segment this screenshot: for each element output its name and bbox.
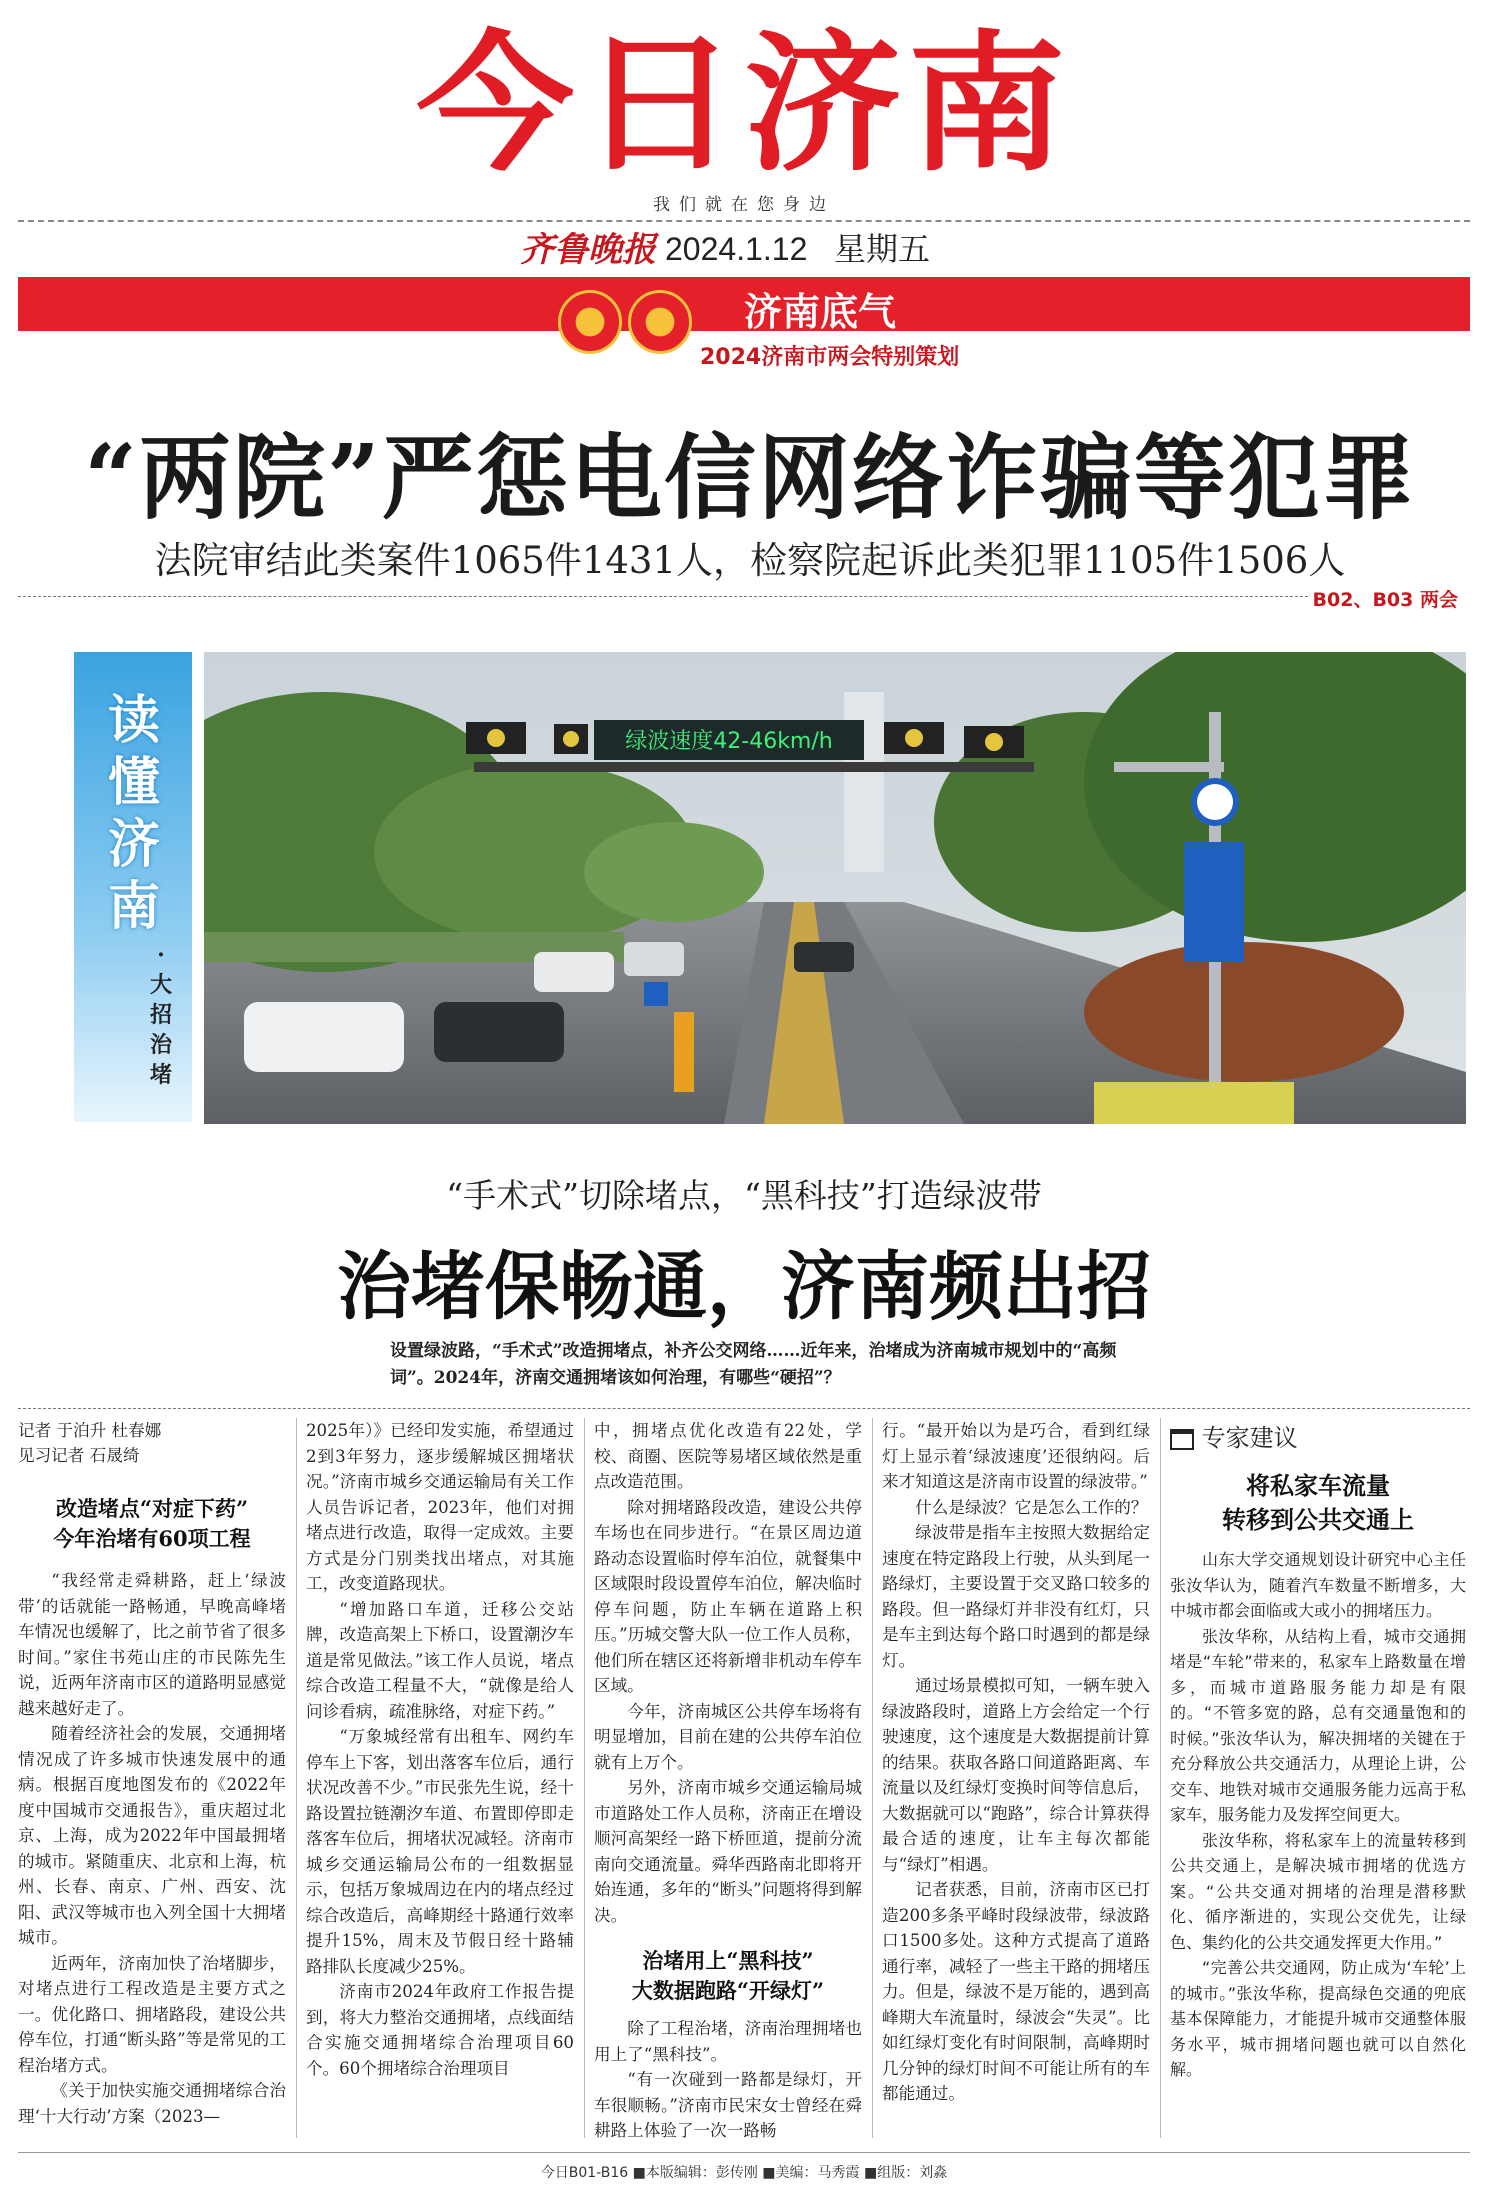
article-column-4 [882, 1418, 1150, 2107]
street-scene-image [204, 652, 1466, 1124]
divider [18, 596, 1308, 597]
paragraph: 通过场景模拟可知，一辆车驶入绿波路段时，道路上方会给定一个行驶速度，这个速度是大数据提前计算的结果。获取各路口间道路距离、车流量以及红绿灯变换时间等信息后，大数据就可以“跑路”，综合计算获得最合适的速度，让车主每次都能与“绿灯”相遇。 [882, 1676, 1150, 1874]
paragraph: 什么是绿波？它是怎么工作的？ [915, 1497, 1148, 1517]
expert-box [1170, 1418, 1466, 2083]
feature-kicker: “手术式”切除堵点，“黑科技”打造绿波带 [446, 1176, 1042, 1215]
article-column-2 [306, 1418, 574, 2081]
paragraph: 张汝华称，从结构上看，城市交通拥堵是“车轮”带来的，私家车上路数量在增多，而城市道路服务能力却是有限的。“不管多宽的路，总有交通量饱和的时候。”张汝华认为，解决拥堵的关键在于充分释放公共交通活力，从理论上讲，公交车、地铁对城市交通服务能力远高于私家车，服务能力及发挥空间更大。 [1170, 1626, 1466, 1824]
article-text [594, 1418, 862, 1928]
divider [18, 2152, 1470, 2153]
column-label-title [84, 690, 184, 938]
paragraph: 行。“最开始以为是巧合，看到红绿灯上显示着‘绿波速度’还很纳闷。后来才知道这是济南市设置的绿波带。” [882, 1421, 1150, 1491]
paragraph: 除对拥堵路段改造，建设公共停车场也在同步进行。“在景区周边道路动态设置临时停车泊位，就餐集中区域限时段设置停车泊位，解决临时停车问题，防止车辆在道路上积压。”历城交警大队一位工作人员称，他们所在辖区还将新增非机动车停车区域。 [594, 1497, 862, 1695]
column-label-dot: · [157, 942, 165, 968]
column-divider [584, 1418, 585, 2138]
paper-logo: 齐鲁晚报 [520, 230, 656, 270]
cppcc-emblem-icon [628, 290, 692, 354]
paragraph: 《关于加快实施交通拥堵综合治理‘十大行动’方案（2023— [18, 2081, 286, 2126]
subheading-1: 改造堵点“对症下药” [55, 1496, 249, 1521]
subheading-1b: 今年治堵有60项工程 [53, 1526, 251, 1551]
byline-trainee: 见习记者 石晟绮 [18, 1446, 140, 1465]
paragraph: 近两年，济南加快了治堵脚步，对堵点进行工程改造是主要方式之一。优化路口、拥堵路段，建设公共停车位，打通“断头路”等是常见的工程治堵方式。 [18, 1953, 286, 2075]
column-label-text: 读懂济南 [107, 691, 160, 937]
column-divider [296, 1418, 297, 2138]
dateline [665, 224, 930, 270]
article-column-1 [18, 1418, 286, 2129]
article-text [18, 1568, 286, 2129]
headline-title: “两院”严惩电信网络诈骗等犯罪 [84, 424, 1416, 532]
paragraph: 2025年）》已经印发实施，希望通过2到3年努力，逐步缓解城区拥堵状况。”济南市城乡交通运输局有关工作人员告诉记者，2023年，他们对拥堵点进行改造，取得一定成效。主要方式是分门别类找出堵点，对其施工，改变道路现状。 [306, 1421, 574, 1593]
subheading-2: 治堵用上“黑科技” [642, 1948, 814, 1973]
expert-title-1: 将私家车流量 [1246, 1471, 1390, 1500]
expert-title-2: 转移到公共交通上 [1222, 1505, 1414, 1534]
paragraph: 张汝华称，将私家车上的流量转移到公共交通上，是解决城市拥堵的优选方案。“公共交通对拥堵的治理是潜移默化、循序渐进的，实现公交优先，让绿色、集约化的公共交通发挥更大作用。” [1170, 1830, 1466, 1952]
divider [18, 220, 1470, 222]
paragraph: 绿波带是指车主按照大数据给定速度在特定路段上行驶，从头到尾一路绿灯，主要设置于交叉路口较多的路段。但一路绿灯并非没有红灯，只是车主到达每个路口时遇到的都是绿灯。 [882, 1523, 1150, 1670]
paragraph: 今年，济南城区公共停车场将有明显增加，目前在建的公共停车泊位就有上万个。 [594, 1701, 862, 1772]
paragraph: 济南市2024年政府工作报告提到，将大力整治交通拥堵，点线面结合实施交通拥堵综合治理项目60个。60个拥堵综合治理项目 [306, 1982, 574, 2078]
article-column-3 [594, 1418, 862, 2144]
headline-subtitle: 法院审结此类案件1065件1431人，检察院起诉此类犯罪1105件1506人 [154, 539, 1346, 582]
column-label-subtext: 大招治堵 [149, 972, 172, 1088]
green-wave-sign-text: 绿波速度42-46km/h [625, 729, 833, 754]
footer-credits: 今日B01-B16 ■本版编辑：彭传刚 ■美编：马秀霞 ■组版：刘淼 [540, 2165, 948, 2181]
feature-lead: 设置绿波路，“手术式”改造拥堵点，补齐公交网络……近年来，治堵成为济南城市规划中的“高频词”。2024年，济南交通拥堵该如何治理，有哪些“硬招”？ [390, 1341, 1117, 1388]
paragraph: 另外，济南市城乡交通运输局城市道路处工作人员称，济南正在增设顺河高架经一路下桥匝道，提前分流南向交通流量。舜华西路南北即将开始连通，多年的“断头”问题将得到解决。 [594, 1778, 862, 1925]
paragraph: “增加路口车道，迁移公交站牌，改造高架上下桥口，设置潮汐车道是常见做法。”该工作人员说，堵点综合改造工程量不大，“就像是给人问诊看病，疏准脉络，对症下药。” [306, 1599, 574, 1721]
paragraph: “完善公共交通网，防止成为‘车轮’上的城市。”张汝华称，提高绿色交通的兜底基本保障能力，才能提升城市交通整体服务水平，城市拥堵问题也就可以自然化解。 [1170, 1958, 1466, 2079]
feature-title: 治堵保畅通，济南频出招 [337, 1244, 1151, 1330]
column-divider [1160, 1418, 1161, 2138]
masthead-slogan: 我们就在您身边 [653, 195, 835, 215]
paragraph: 除了工程治堵，济南治理拥堵也用上了“黑科技”。 [594, 2019, 862, 2064]
paragraph: 山东大学交通规划设计研究中心主任张汝华认为，随着汽车数量不断增多，大中城市都会面临或大或小的拥堵压力。 [1170, 1550, 1466, 1620]
column-label-sub [146, 940, 176, 1090]
issue-weekday: 星期五 [834, 231, 931, 267]
subheading-2b: 大数据跑路“开绿灯” [631, 1978, 825, 2003]
page-reference: B02、B03 两会 [1312, 589, 1458, 611]
paragraph: “万象城经常有出租车、网约车停车上下客，划出落客车位后，通行状况改善不少。”市民张先生说，经十路设置拉链潮汐车道、布置即停即走落客车位后，拥堵状况减轻。济南市城乡交通运输局公布的一组数据显示，包括万象城周边在内的堵点经过综合改造后，高峰期经十路通行效率提升15%，周末及节假日经十路辅路排队长度减少25%。 [306, 1727, 574, 1976]
street-photo [204, 652, 1466, 1124]
paragraph: “有一次碰到一路都是绿灯，开车很顺畅。”济南市民宋女士曾经在舜耕路上体验了一次一路畅 [594, 2070, 862, 2140]
banner-subtitle: 2024济南市两会特别策划 [700, 345, 960, 370]
masthead-title: 今日济南 [416, 18, 1072, 192]
column-divider [872, 1418, 873, 2138]
paragraph: 随着经济社会的发展，交通拥堵情况成了许多城市快速发展中的通病。根据百度地图发布的《2022年度中国城市交通报告》，重庆超过北京、上海，成为2022年中国最拥堵的城市。紧随重庆、北京和上海，杭州、长春、南京、广州、西安、沈阳、武汉等城市也入列全国十大拥堵城市。 [18, 1724, 286, 1947]
paragraph: 中，拥堵点优化改造有22处，学校、商圈、医院等易堵区域依然是重点改造范围。 [594, 1421, 862, 1491]
paragraph: 记者获悉，目前，济南市区已打造200多条平峰时段绿波带，绿波路口1500多处。这种方式提高了道路通行率，减轻了一些主干路的拥堵压力。但是，绿波不是万能的，遇到高峰期大车流量时，绿波会“失灵”。比如红绿灯变化有时间限制，高峰期时几分钟的绿灯时间不可能让所有的车都能通过。 [882, 1880, 1150, 2103]
paragraph: “我经常走舜耕路，赶上‘绿波带’的话就能一路畅通，早晚高峰堵车情况也缓解了，比之前节省了很多时间。”家住书苑山庄的市民陈先生说，近两年济南市区的道路明显感觉越来越好走了。 [18, 1571, 286, 1718]
expert-tag [1170, 1418, 1466, 1453]
issue-date: 2024.1.12 [665, 231, 808, 267]
divider [18, 1408, 1470, 1409]
byline-reporters: 记者 于泊升 杜春娜 [18, 1421, 162, 1440]
article-text [594, 2016, 862, 2144]
national-emblem-icon [558, 290, 622, 354]
flag-icon [1170, 1429, 1194, 1450]
expert-text [1170, 1547, 1466, 2083]
banner-title: 济南底气 [744, 289, 897, 334]
expert-tag-label: 专家建议 [1201, 1424, 1298, 1452]
